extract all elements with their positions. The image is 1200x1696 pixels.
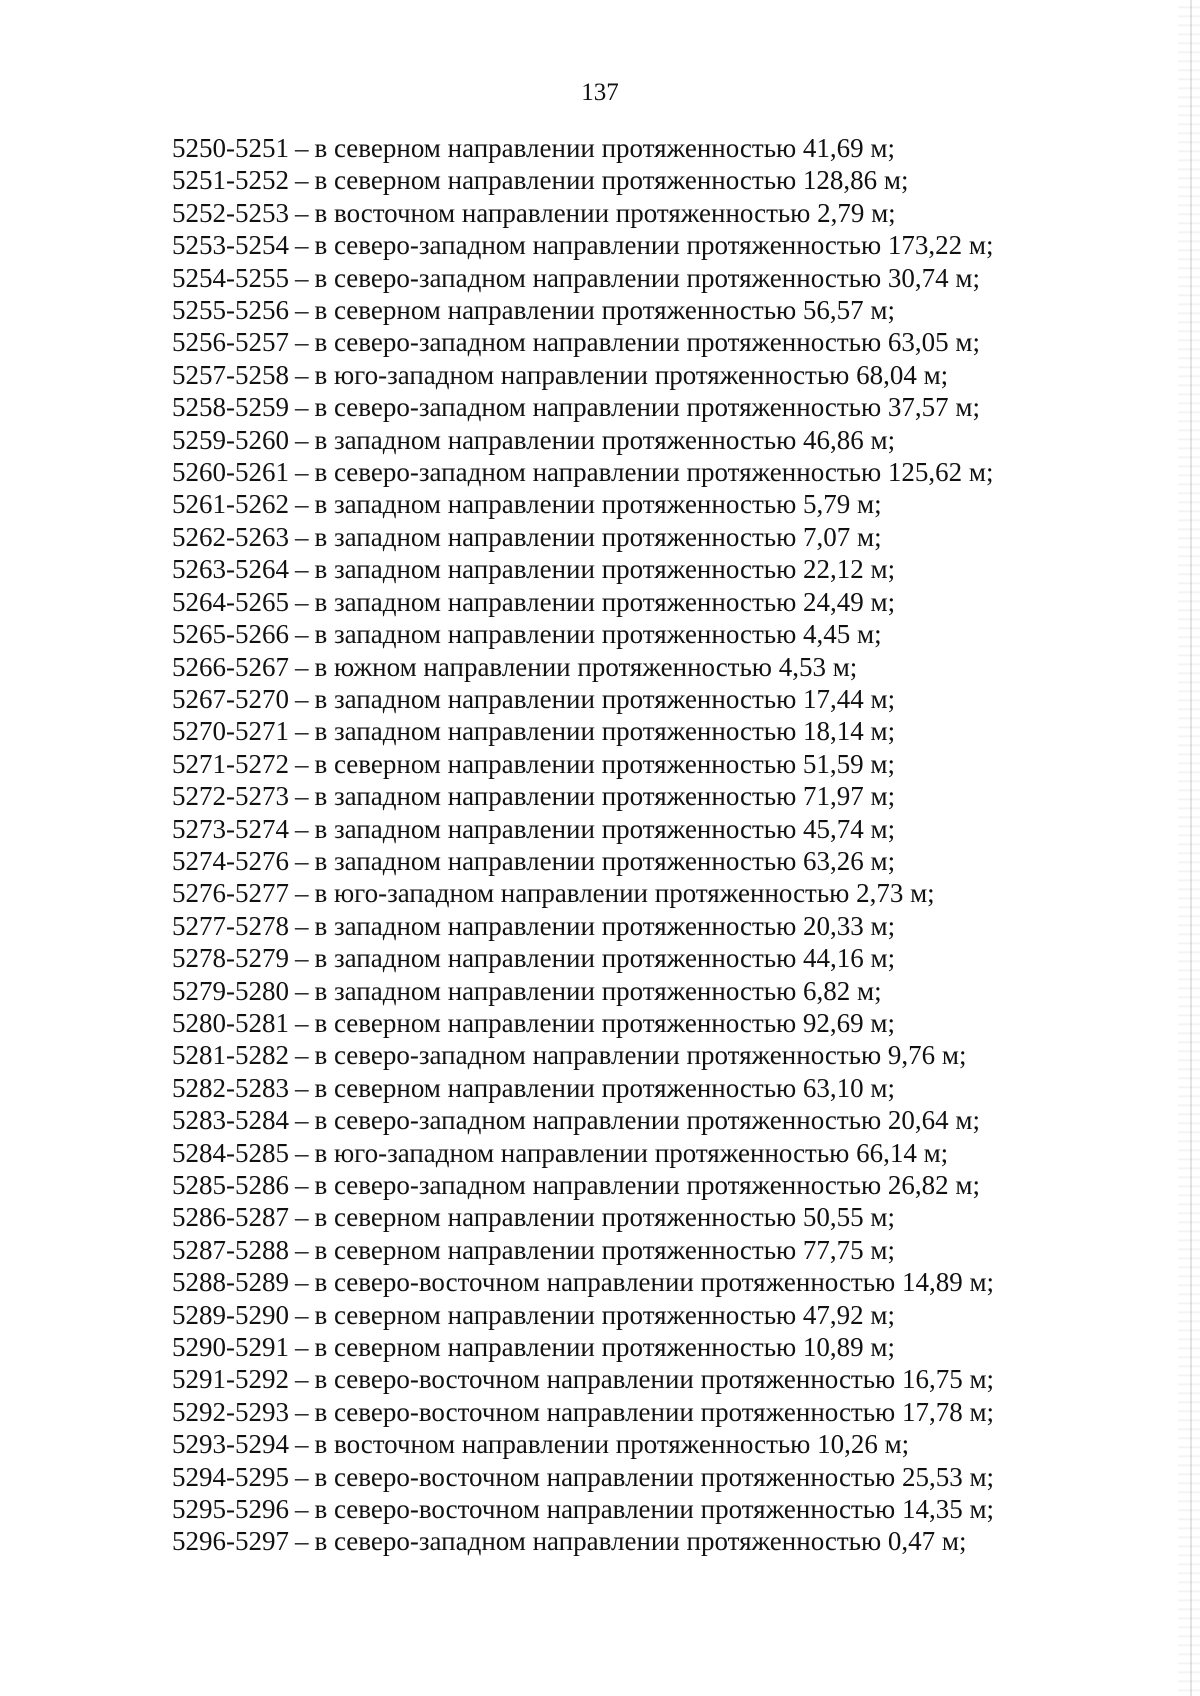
point-range: 5278-5279 bbox=[172, 943, 289, 974]
boundary-segment-line bbox=[172, 942, 1092, 974]
boundary-segment-line bbox=[172, 1169, 1092, 1201]
boundary-segment-line bbox=[172, 651, 1092, 683]
dash-separator: – bbox=[295, 295, 309, 326]
boundary-segment-line bbox=[172, 1299, 1092, 1331]
dash-separator: – bbox=[295, 1072, 309, 1103]
boundary-segment-line bbox=[172, 683, 1092, 715]
dash-separator: – bbox=[295, 1007, 309, 1038]
segment-description: в юго-западном направлении протяженностью 2,73 м; bbox=[314, 878, 935, 909]
boundary-segment-line bbox=[172, 1201, 1092, 1233]
point-range: 5282-5283 bbox=[172, 1072, 289, 1103]
boundary-segment-line bbox=[172, 1007, 1092, 1039]
segment-description: в северо-западном направлении протяженностью 125,62 м; bbox=[314, 457, 994, 488]
segment-description: в северо-западном направлении протяженностью 37,57 м; bbox=[314, 392, 980, 423]
point-range: 5252-5253 bbox=[172, 197, 289, 228]
segment-description: в юго-западном направлении протяженностью 68,04 м; bbox=[314, 359, 949, 390]
boundary-segment-line bbox=[172, 748, 1092, 780]
dash-separator: – bbox=[295, 1494, 309, 1525]
dash-separator: – bbox=[295, 359, 309, 390]
boundary-segment-line bbox=[172, 1493, 1092, 1525]
segment-description: в северном направлении протяженностью 10,89 м; bbox=[314, 1332, 896, 1363]
boundary-segment-line bbox=[172, 1331, 1092, 1363]
dash-separator: – bbox=[295, 327, 309, 358]
dash-separator: – bbox=[295, 262, 309, 293]
boundary-segment-line bbox=[172, 715, 1092, 747]
dash-separator: – bbox=[295, 878, 309, 909]
segment-description: в северо-восточном направлении протяженностью 14,35 м; bbox=[314, 1494, 995, 1525]
segment-description: в северо-восточном направлении протяженностью 17,78 м; bbox=[314, 1396, 995, 1427]
dash-separator: – bbox=[295, 845, 309, 876]
boundary-segment-line bbox=[172, 197, 1092, 229]
boundary-segment-line bbox=[172, 326, 1092, 358]
segment-description: в северном направлении протяженностью 41,69 м; bbox=[314, 133, 896, 163]
boundary-segment-line bbox=[172, 294, 1092, 326]
dash-separator: – bbox=[295, 1234, 309, 1265]
point-range: 5260-5261 bbox=[172, 457, 289, 488]
segment-description: в западном направлении протяженностью 44,16 м; bbox=[314, 943, 896, 974]
dash-separator: – bbox=[295, 133, 309, 163]
segment-description: в южном направлении протяженностью 4,53 м; bbox=[314, 651, 858, 682]
dash-separator: – bbox=[295, 943, 309, 974]
point-range: 5287-5288 bbox=[172, 1234, 289, 1265]
dash-separator: – bbox=[295, 975, 309, 1006]
point-range: 5279-5280 bbox=[172, 975, 289, 1006]
segment-description: в северо-западном направлении протяженностью 9,76 м; bbox=[314, 1040, 967, 1071]
segment-description: в западном направлении протяженностью 45,74 м; bbox=[314, 813, 896, 844]
boundary-segment-line bbox=[172, 586, 1092, 618]
point-range: 5261-5262 bbox=[172, 489, 289, 520]
dash-separator: – bbox=[295, 683, 309, 714]
boundary-segment-line bbox=[172, 618, 1092, 650]
dash-separator: – bbox=[295, 910, 309, 941]
segment-description: в северном направлении протяженностью 128,86 м; bbox=[314, 165, 909, 196]
boundary-segment-line bbox=[172, 910, 1092, 942]
point-range: 5250-5251 bbox=[172, 133, 289, 163]
segment-description: в юго-западном направлении протяженностью 66,14 м; bbox=[314, 1137, 949, 1168]
point-range: 5289-5290 bbox=[172, 1299, 289, 1330]
boundary-segment-line bbox=[172, 1234, 1092, 1266]
segment-description: в западном направлении протяженностью 7,07 м; bbox=[314, 521, 882, 552]
boundary-segment-line bbox=[172, 1396, 1092, 1428]
segment-description: в западном направлении протяженностью 6,82 м; bbox=[314, 975, 882, 1006]
dash-separator: – bbox=[295, 1267, 309, 1298]
segment-description: в восточном направлении протяженностью 10,26 м; bbox=[314, 1429, 910, 1460]
dash-separator: – bbox=[295, 1526, 309, 1557]
dash-separator: – bbox=[295, 1040, 309, 1071]
segment-description: в северо-западном направлении протяженностью 26,82 м; bbox=[314, 1170, 980, 1200]
segment-description: в западном направлении протяженностью 4,45 м; bbox=[314, 619, 882, 650]
point-range: 5285-5286 bbox=[172, 1170, 289, 1200]
segment-description: в западном направлении протяженностью 20,33 м; bbox=[314, 910, 896, 941]
point-range: 5294-5295 bbox=[172, 1461, 289, 1492]
dash-separator: – bbox=[295, 1429, 309, 1460]
dash-separator: – bbox=[295, 716, 309, 747]
segment-description: в северном направлении протяженностью 47,92 м; bbox=[314, 1299, 896, 1330]
point-range: 5281-5282 bbox=[172, 1040, 289, 1071]
point-range: 5277-5278 bbox=[172, 910, 289, 941]
boundary-segment-line bbox=[172, 877, 1092, 909]
point-range: 5254-5255 bbox=[172, 262, 289, 293]
point-range: 5273-5274 bbox=[172, 813, 289, 844]
segment-description: в северо-западном направлении протяженностью 30,74 м; bbox=[314, 262, 980, 293]
point-range: 5272-5273 bbox=[172, 781, 289, 812]
boundary-segment-line bbox=[172, 845, 1092, 877]
boundary-segment-line bbox=[172, 262, 1092, 294]
boundary-segment-line bbox=[172, 553, 1092, 585]
boundary-segment-line bbox=[172, 164, 1092, 196]
dash-separator: – bbox=[295, 1202, 309, 1233]
boundary-segment-line bbox=[172, 1461, 1092, 1493]
boundary-segment-line bbox=[172, 1525, 1092, 1557]
segment-description: в северном направлении протяженностью 92,69 м; bbox=[314, 1007, 896, 1038]
point-range: 5265-5266 bbox=[172, 619, 289, 650]
dash-separator: – bbox=[295, 781, 309, 812]
boundary-segment-line bbox=[172, 391, 1092, 423]
dash-separator: – bbox=[295, 651, 309, 682]
point-range: 5286-5287 bbox=[172, 1202, 289, 1233]
dash-separator: – bbox=[295, 165, 309, 196]
point-range: 5266-5267 bbox=[172, 651, 289, 682]
dash-separator: – bbox=[295, 1461, 309, 1492]
boundary-segment-line bbox=[172, 1266, 1092, 1298]
point-range: 5288-5289 bbox=[172, 1267, 289, 1298]
point-range: 5274-5276 bbox=[172, 845, 289, 876]
segment-description: в северо-западном направлении протяженностью 63,05 м; bbox=[314, 327, 980, 358]
boundary-segment-line bbox=[172, 1428, 1092, 1460]
boundary-segment-line bbox=[172, 521, 1092, 553]
dash-separator: – bbox=[295, 457, 309, 488]
dash-separator: – bbox=[295, 392, 309, 423]
point-range: 5257-5258 bbox=[172, 359, 289, 390]
boundary-segment-line bbox=[172, 456, 1092, 488]
segment-description: в западном направлении протяженностью 22,12 м; bbox=[314, 554, 896, 585]
segment-description: в северо-восточном направлении протяженностью 25,53 м; bbox=[314, 1461, 995, 1492]
segment-description: в северо-восточном направлении протяженностью 14,89 м; bbox=[314, 1267, 995, 1298]
segment-description: в северо-западном направлении протяженностью 0,47 м; bbox=[314, 1526, 967, 1557]
dash-separator: – bbox=[295, 489, 309, 520]
point-range: 5291-5292 bbox=[172, 1364, 289, 1395]
point-range: 5270-5271 bbox=[172, 716, 289, 747]
point-range: 5293-5294 bbox=[172, 1429, 289, 1460]
page-number: 137 bbox=[581, 79, 619, 106]
scan-edge bbox=[1178, 0, 1200, 1696]
segment-description: в западном направлении протяженностью 24,49 м; bbox=[314, 586, 896, 617]
boundary-description-list bbox=[172, 132, 1092, 1558]
dash-separator: – bbox=[295, 1396, 309, 1427]
boundary-segment-line bbox=[172, 1363, 1092, 1395]
dash-separator: – bbox=[295, 813, 309, 844]
segment-description: в северном направлении протяженностью 63,10 м; bbox=[314, 1072, 896, 1103]
point-range: 5263-5264 bbox=[172, 554, 289, 585]
point-range: 5290-5291 bbox=[172, 1332, 289, 1363]
dash-separator: – bbox=[295, 586, 309, 617]
segment-description: в северном направлении протяженностью 50,55 м; bbox=[314, 1202, 896, 1233]
point-range: 5258-5259 bbox=[172, 392, 289, 423]
segment-description: в западном направлении протяженностью 46,86 м; bbox=[314, 424, 896, 455]
dash-separator: – bbox=[295, 1299, 309, 1330]
segment-description: в северном направлении протяженностью 56,57 м; bbox=[314, 295, 896, 326]
dash-separator: – bbox=[295, 1105, 309, 1136]
segment-description: в северо-западном направлении протяженностью 20,64 м; bbox=[314, 1105, 980, 1136]
dash-separator: – bbox=[295, 1137, 309, 1168]
point-range: 5264-5265 bbox=[172, 586, 289, 617]
point-range: 5267-5270 bbox=[172, 683, 289, 714]
point-range: 5295-5296 bbox=[172, 1494, 289, 1525]
boundary-segment-line bbox=[172, 1104, 1092, 1136]
point-range: 5251-5252 bbox=[172, 165, 289, 196]
segment-description: в северо-западном направлении протяженностью 173,22 м; bbox=[314, 230, 994, 261]
boundary-segment-line bbox=[172, 359, 1092, 391]
boundary-segment-line bbox=[172, 229, 1092, 261]
point-range: 5276-5277 bbox=[172, 878, 289, 909]
dash-separator: – bbox=[295, 1170, 309, 1200]
segment-description: в северо-восточном направлении протяженностью 16,75 м; bbox=[314, 1364, 995, 1395]
dash-separator: – bbox=[295, 1332, 309, 1363]
segment-description: в восточном направлении протяженностью 2,79 м; bbox=[314, 197, 896, 228]
segment-description: в западном направлении протяженностью 17,44 м; bbox=[314, 683, 896, 714]
point-range: 5259-5260 bbox=[172, 424, 289, 455]
boundary-segment-line bbox=[172, 1137, 1092, 1169]
boundary-segment-line bbox=[172, 488, 1092, 520]
point-range: 5292-5293 bbox=[172, 1396, 289, 1427]
boundary-segment-line bbox=[172, 1072, 1092, 1104]
dash-separator: – bbox=[295, 619, 309, 650]
segment-description: в западном направлении протяженностью 18,14 м; bbox=[314, 716, 896, 747]
segment-description: в северном направлении протяженностью 51,59 м; bbox=[314, 748, 896, 779]
segment-description: в западном направлении протяженностью 5,79 м; bbox=[314, 489, 882, 520]
dash-separator: – bbox=[295, 230, 309, 261]
boundary-segment-line bbox=[172, 1039, 1092, 1071]
boundary-segment-line bbox=[172, 975, 1092, 1007]
point-range: 5296-5297 bbox=[172, 1526, 289, 1557]
dash-separator: – bbox=[295, 521, 309, 552]
segment-description: в северном направлении протяженностью 77,75 м; bbox=[314, 1234, 896, 1265]
point-range: 5256-5257 bbox=[172, 327, 289, 358]
segment-description: в западном направлении протяженностью 63,26 м; bbox=[314, 845, 896, 876]
boundary-segment-line bbox=[172, 424, 1092, 456]
dash-separator: – bbox=[295, 197, 309, 228]
boundary-segment-line bbox=[172, 132, 1092, 164]
segment-description: в западном направлении протяженностью 71,97 м; bbox=[314, 781, 896, 812]
point-range: 5284-5285 bbox=[172, 1137, 289, 1168]
dash-separator: – bbox=[295, 424, 309, 455]
point-range: 5271-5272 bbox=[172, 748, 289, 779]
boundary-segment-line bbox=[172, 813, 1092, 845]
point-range: 5255-5256 bbox=[172, 295, 289, 326]
dash-separator: – bbox=[295, 748, 309, 779]
point-range: 5253-5254 bbox=[172, 230, 289, 261]
boundary-segment-line bbox=[172, 780, 1092, 812]
point-range: 5262-5263 bbox=[172, 521, 289, 552]
dash-separator: – bbox=[295, 1364, 309, 1395]
point-range: 5283-5284 bbox=[172, 1105, 289, 1136]
dash-separator: – bbox=[295, 554, 309, 585]
point-range: 5280-5281 bbox=[172, 1007, 289, 1038]
